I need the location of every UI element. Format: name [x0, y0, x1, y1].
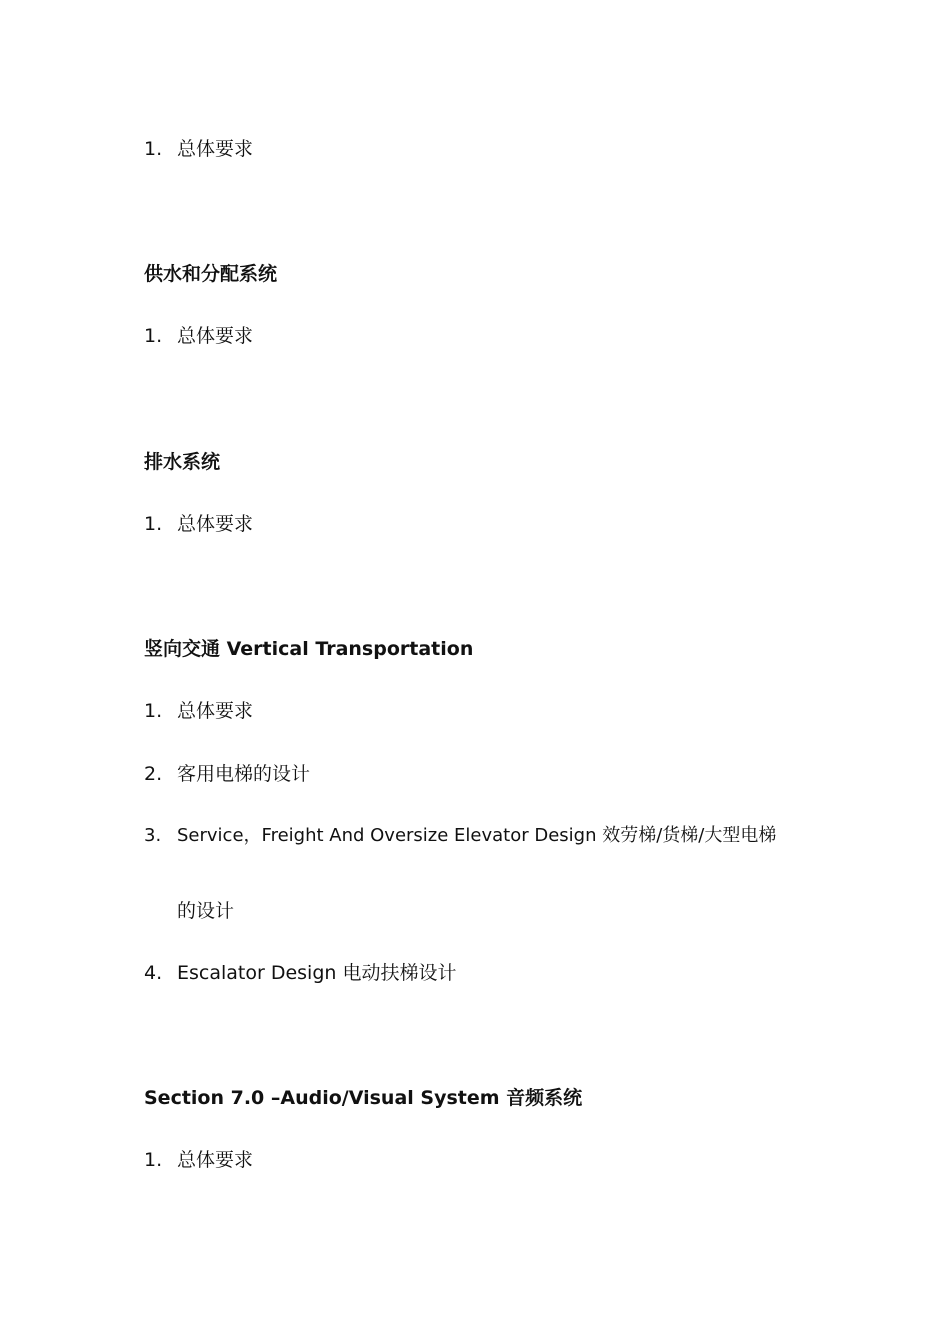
- item-number: 1.: [144, 325, 163, 347]
- item-number: 4.: [144, 962, 163, 984]
- item-text: Service，Freight And Oversize Elevator Design 效劳梯/货梯/大型电梯: [177, 825, 777, 846]
- item-text: 客用电梯的设计: [177, 763, 311, 785]
- section-heading: 排水系统: [144, 451, 221, 473]
- item-number: 1.: [144, 513, 163, 535]
- list-item: [144, 824, 776, 848]
- list-item: [144, 137, 253, 161]
- item-text: 总体要求: [177, 1149, 254, 1171]
- item-text: 总体要求: [177, 700, 254, 722]
- item-text-continuation: 的设计: [177, 900, 235, 922]
- list-item: [144, 699, 253, 723]
- item-number: 3.: [144, 825, 162, 846]
- item-number: 2.: [144, 763, 163, 785]
- item-text: 总体要求: [177, 138, 254, 160]
- section-heading: 竖向交通 Vertical Transportation: [144, 638, 474, 660]
- list-item: [144, 324, 253, 348]
- item-text: 总体要求: [177, 325, 254, 347]
- item-number: 1.: [144, 700, 163, 722]
- item-text: Escalator Design 电动扶梯设计: [177, 962, 457, 984]
- item-text: 总体要求: [177, 513, 254, 535]
- item-number: 1.: [144, 138, 163, 160]
- item-number: 1.: [144, 1149, 163, 1171]
- list-item: [144, 762, 310, 786]
- section-heading: Section 7.0 –Audio/Visual System 音频系统: [144, 1087, 583, 1109]
- list-item: [144, 512, 253, 536]
- list-item: [144, 961, 456, 985]
- section-heading: 供水和分配系统: [144, 263, 278, 285]
- list-item: [144, 1148, 253, 1172]
